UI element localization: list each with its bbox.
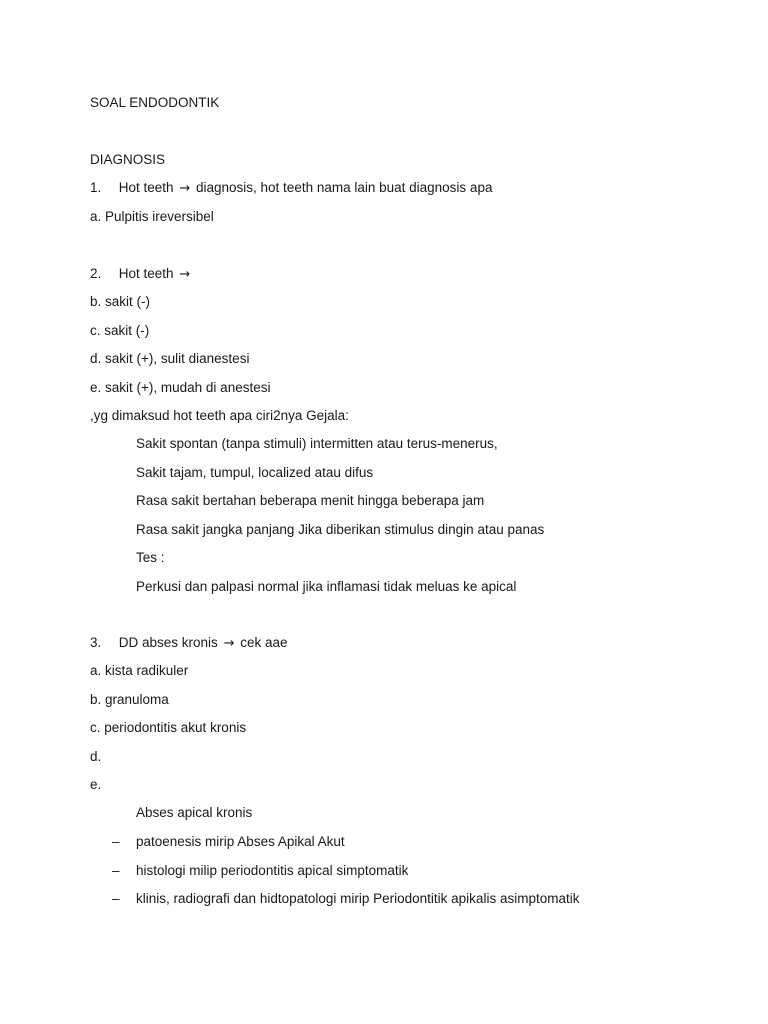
arrow-right-icon: → bbox=[179, 267, 191, 282]
symptom-line: Tes : bbox=[136, 550, 165, 565]
question-2 bbox=[90, 265, 192, 284]
section-heading: DIAGNOSIS bbox=[90, 152, 166, 167]
question-number: 2. bbox=[90, 266, 102, 281]
answer-option: d. sakit (+), sulit dianestesi bbox=[90, 351, 250, 366]
bullet-item: patoenesis mirip Abses Apikal Akut bbox=[136, 834, 345, 849]
question-number: 3. bbox=[90, 635, 102, 650]
symptom-line: Rasa sakit bertahan beberapa menit hingga beberapa jam bbox=[136, 493, 485, 508]
symptom-line: Rasa sakit jangka panjang Jika diberikan stimulus dingin atau panas bbox=[136, 522, 545, 537]
question-text: DD abses kronis bbox=[118, 635, 218, 650]
symptom-line: Sakit tajam, tumpul, localized atau difus bbox=[136, 465, 374, 480]
arrow-right-icon: → bbox=[179, 181, 191, 196]
answer-option: b. sakit (-) bbox=[90, 294, 151, 309]
dash-bullet-icon: – bbox=[112, 891, 120, 906]
bullet-item: histologi milip periodontitis apical simptomatik bbox=[136, 863, 409, 878]
arrow-right-icon: → bbox=[223, 636, 235, 651]
answer-option: d. bbox=[90, 749, 102, 764]
answer-option: e. sakit (+), mudah di anestesi bbox=[90, 380, 271, 395]
question-text: Hot teeth bbox=[118, 266, 174, 281]
dash-bullet-icon: – bbox=[112, 863, 120, 878]
answer-option: b. granuloma bbox=[90, 692, 169, 707]
answer-option: a. kista radikuler bbox=[90, 663, 189, 678]
answer-option: e. bbox=[90, 777, 102, 792]
dash-bullet-icon: – bbox=[112, 834, 120, 849]
symptom-line: Sakit spontan (tanpa stimuli) intermitten atau terus-menerus, bbox=[136, 436, 498, 451]
note-title: Abses apical kronis bbox=[136, 805, 253, 820]
question-number: 1. bbox=[90, 180, 102, 195]
answer-option: a. Pulpitis ireversibel bbox=[90, 209, 214, 224]
symptom-line: Perkusi dan palpasi normal jika inflamasi tidak meluas ke apical bbox=[136, 579, 517, 594]
question-text: cek aae bbox=[240, 635, 288, 650]
answer-option: c. periodontitis akut kronis bbox=[90, 720, 247, 735]
question-note: ,yg dimaksud hot teeth apa ciri2nya Gejala: bbox=[90, 408, 349, 423]
document-title: SOAL ENDODONTIK bbox=[90, 95, 220, 110]
bullet-item: klinis, radiografi dan hidtopatologi mirip Periodontitik apikalis asimptomatik bbox=[136, 891, 580, 906]
answer-option: c. sakit (-) bbox=[90, 323, 150, 338]
question-text: Hot teeth bbox=[118, 180, 174, 195]
question-text: diagnosis, hot teeth nama lain buat diagnosis apa bbox=[196, 180, 493, 195]
question-1 bbox=[90, 179, 492, 198]
question-3 bbox=[90, 634, 288, 653]
